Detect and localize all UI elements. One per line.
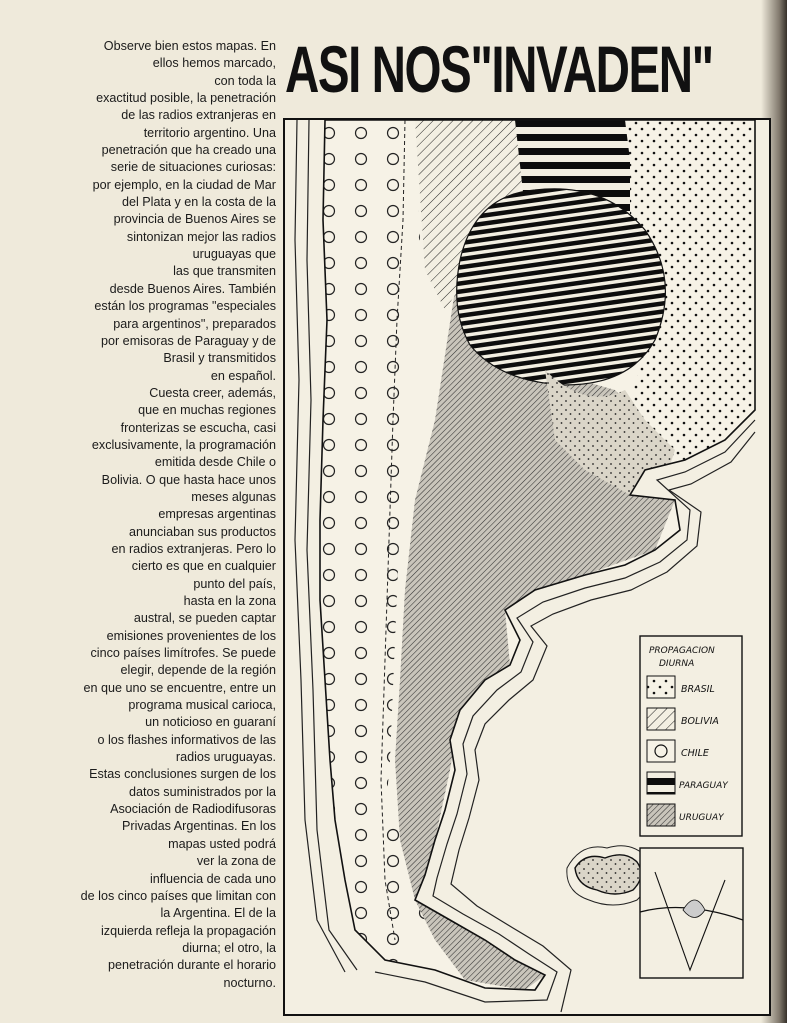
article-line: o los flashes informativos de las <box>97 732 276 747</box>
article-line: con toda la <box>214 73 276 88</box>
legend-label-paraguay: PARAGUAY <box>679 781 728 791</box>
article-line: elegir, depende de la región <box>120 663 276 678</box>
article-line: del Plata y en la costa de la <box>121 195 276 210</box>
article-line: exclusivamente, la programación <box>91 437 276 452</box>
article-line: están los programas "especiales <box>94 299 276 314</box>
article-line: exactitud posible, la penetración <box>96 91 276 106</box>
article-line: la Argentina. El de la <box>160 906 276 921</box>
legend-label-bolivia: BOLIVIA <box>681 716 719 727</box>
article-line: desde Buenos Aires. También <box>109 281 276 296</box>
legend-swatch-brasil <box>647 676 675 698</box>
article-line: diurna; el otro, la <box>182 940 276 955</box>
article-line: por emisoras de Paraguay y de <box>100 333 276 348</box>
article-line: penetración que ha creado una <box>101 143 276 158</box>
legend-label-brasil: BRASIL <box>681 684 715 695</box>
legend-label-uruguay: URUGUAY <box>679 813 724 823</box>
article-line: que en muchas regiones <box>138 403 276 418</box>
article-line: emitida desde Chile o <box>154 455 276 470</box>
article-line: las que transmiten <box>173 264 276 279</box>
article-line: datos suministrados por la <box>129 784 276 799</box>
article-line: emisiones provenientes de los <box>106 628 276 643</box>
article-line: Bolivia. O que hasta hace unos <box>101 472 276 487</box>
article-text <box>14 38 276 1023</box>
article-line: ellos hemos marcado, <box>152 56 276 71</box>
article-line: cierto es que en cualquier <box>131 559 276 574</box>
article-line: Asociación de Radiodifusoras <box>110 802 276 817</box>
article-line: nocturno. <box>223 975 276 990</box>
article-line: hasta en la zona <box>183 594 276 608</box>
article-line: Privadas Argentinas. En los <box>121 819 276 834</box>
legend-swatch-uruguay <box>647 804 675 826</box>
article-line: izquierda refleja la propagación <box>100 923 276 938</box>
antarctic-inset <box>640 848 743 978</box>
article-line: sintonizan mejor las radios <box>126 229 276 244</box>
article-line: uruguayas que <box>192 247 276 262</box>
article-line: ver la zona de <box>196 854 276 869</box>
article-line: por ejemplo, en la ciudad de Mar <box>92 177 276 192</box>
legend-swatch-chile <box>647 740 675 762</box>
article-line: Observe bien estos mapas. En <box>103 39 276 53</box>
legend-subtitle: DIURNA <box>659 659 695 669</box>
malvinas-islands <box>575 855 641 894</box>
article-line: mapas usted podrá <box>168 836 276 851</box>
article-line: provincia de Buenos Aires se <box>113 212 276 227</box>
article-line: radios uruguayas. <box>175 750 276 765</box>
legend-swatch-bolivia <box>647 708 675 730</box>
article-line: para argentinos", preparados <box>113 316 276 331</box>
article-line: en que uno se encuentre, entre un <box>83 680 276 695</box>
article-line: empresas argentinas <box>158 507 276 522</box>
article-line: Cuesta creer, además, <box>149 385 276 400</box>
article-line: meses algunas <box>191 489 276 504</box>
legend <box>640 636 742 836</box>
article-line: cinco países limítrofes. Se puede <box>90 646 276 661</box>
argentina-propagation-map <box>285 120 773 1018</box>
article-line: Estas conclusiones surgen de los <box>89 767 276 782</box>
article-line: programa musical carioca, <box>128 698 276 713</box>
article-line: un noticioso en guaraní <box>145 715 276 730</box>
article-line: de las radios extranjeras en <box>121 108 276 123</box>
article-line: en español. <box>210 368 276 383</box>
legend-swatch-paraguay <box>647 772 675 794</box>
legend-title: PROPAGACION <box>649 646 715 656</box>
article-line: territorio argentino. Una <box>143 125 276 140</box>
article-line: anunciaban sus productos <box>128 524 276 539</box>
article-line: fronterizas se escucha, casi <box>120 420 276 435</box>
article-line: de los cinco países que limitan con <box>80 888 276 903</box>
article-line: influencia de cada uno <box>149 871 276 886</box>
paraguay-zone <box>457 189 666 385</box>
article-line: Brasil y transmitidos <box>163 351 276 366</box>
article-line: punto del país, <box>193 576 276 591</box>
map-frame <box>283 118 771 1016</box>
headline: ASI NOS"INVADEN" <box>285 32 713 106</box>
article-line: serie de situaciones curiosas: <box>110 160 276 175</box>
article-line: penetración durante el horario <box>107 958 276 973</box>
article-line: austral, se pueden captar <box>133 611 276 626</box>
article-line: en radios extranjeras. Pero lo <box>111 541 276 556</box>
legend-label-chile: CHILE <box>681 748 709 759</box>
